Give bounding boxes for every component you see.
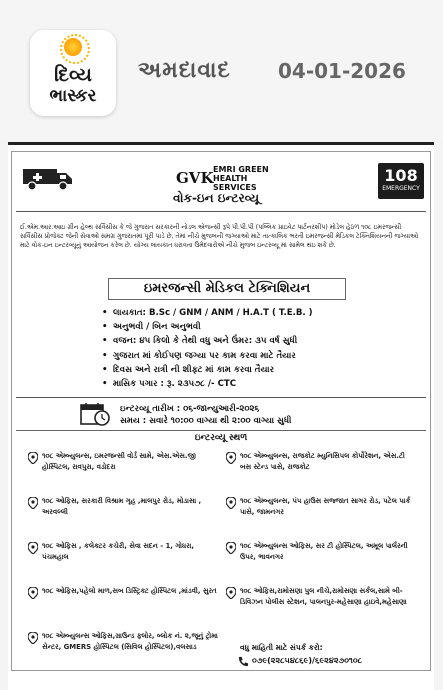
location-text: ૧૦૮ એમ્બ્યુલન્સ, પંપ હાઉસ સજ્જાત સાગર રોડ, પટેલ પાર્ક પાસે, જામનગર xyxy=(240,497,411,516)
badge-label: EMERGENCY xyxy=(382,185,420,192)
location-item xyxy=(28,541,218,562)
location-text: ૧૦૮ એમ્બ્યુલન્સ, રાજકોટ મ્યુનિસિપલ કોર્પોરેશન, એસ.ટી બસ સ્ટેન્ડ પાસે, રાજકોટ xyxy=(240,452,405,471)
contact-heading: વધુ માહિતી માટે સંપર્ક કરો: xyxy=(240,643,323,652)
ambulance-icon xyxy=(22,165,74,191)
location-text: ૧૦૮ એમ્બ્યુલન્સ, ઇમરજન્સી વોર્ડ સામે, એસ.એસ.જી હોસ્પિટલ, રાવપુરા, વડોદરા xyxy=(42,452,196,471)
badge-108 xyxy=(378,163,424,199)
divider xyxy=(16,211,426,212)
location-item xyxy=(28,451,218,472)
location-pin-icon xyxy=(226,587,236,599)
requirement-item: • ગુજરાત માં કોઈપણ જગ્યા પર કામ કરવા માટે તૈયાર xyxy=(102,349,313,363)
location-text: ૧૦૮ ઓફિસ, સરકારી વિશ્રામ ગૃહ ,માલપુર રોડ, મોડાસા , અરવલ્લી xyxy=(42,497,202,516)
location-pin-icon xyxy=(28,497,38,509)
location-item xyxy=(226,541,416,562)
city-name: અમદાવાદ xyxy=(138,58,231,83)
location-pin-icon xyxy=(226,542,236,554)
location-text: ૧૦૮ એમ્બ્યુલન્સ ઓફિસ, સર ટી હોસ્પિટલ, અમૂલ પાર્લરની ઉપર, ભાવનગર xyxy=(240,542,408,561)
divider xyxy=(16,397,426,398)
location-text: ૧૦૮ ઓફિસ,રામોસણા પુલ નીચે,રામોસણા સર્કલ,સામે બી-ડિવિઝન પોલીસ સ્ટેશન, પાલનપુર-મહેસાણા હાઇવે,મહેસાણા xyxy=(240,587,407,606)
edition-date: 04-01-2026 xyxy=(278,59,406,83)
location-pin-icon xyxy=(28,632,38,644)
location-item xyxy=(226,496,416,517)
emri-logo: EMRI GREEN HEALTH SERVICES xyxy=(213,165,269,192)
location-text: ૧૦૮ ઓફિસ,પહેલો માળ,સબ ડિસ્ટ્રિક્ટ હોસ્પિટલ ,માંડવી, સુરત xyxy=(42,587,217,595)
location-text: ૧૦૮ એમ્બ્યુલન્સ ઓફિસ,ગ્રાઉન્ડ ફ્લોર, બ્લોક નં. ૨,જૂનું ટ્રોમા સેન્ટર, GMERS હોસ્પિટલ (સિવિલ હોસ્પિટલ),વલસાડ xyxy=(42,632,218,651)
interview-time: સમય : સવારે ૧૦:૦૦ વાગ્યા થી ૨:૦૦ વાગ્યા સુધી xyxy=(120,416,292,426)
job-title: ઇમરજન્સી મેડિકલ ટેક્નિશિયન xyxy=(108,278,346,300)
location-item xyxy=(28,631,228,652)
location-pin-icon xyxy=(28,452,38,464)
logo-line-1: દિવ્ય xyxy=(54,64,92,86)
location-text: ૧૦૮ ઓફિસ , કલેક્ટર કચેરી, સેવા સદન - 1, ગોધરા, પંચમહાલ xyxy=(42,542,195,561)
requirement-item: • વજન: ૪૫ કિલો કે તેથી વધુ અને ઉંમર: ૩૫ વર્ષ સુધી xyxy=(102,334,313,348)
logo-line-2: ભાસ્કર xyxy=(49,86,97,106)
location-item xyxy=(28,586,218,597)
calendar-clock-icon xyxy=(80,402,110,426)
location-item xyxy=(28,496,218,517)
interview-schedule xyxy=(120,403,291,427)
requirements-list xyxy=(102,306,313,391)
location-pin-icon xyxy=(226,497,236,509)
sun-icon xyxy=(64,38,82,56)
requirement-item: • દિવસ અને રાત્રી ની શીફ્ટ માં કામ કરવા તૈયાર xyxy=(102,363,313,377)
app-header xyxy=(0,0,443,140)
phone-icon xyxy=(238,656,249,667)
gvk-logo: GVK xyxy=(176,169,214,187)
badge-number: 108 xyxy=(384,166,418,185)
requirement-item: • માસિક પગાર : રૂ. ૨૩૫૭૮ /- CTC xyxy=(102,377,313,391)
contact-number: ૦૭૯(૨૨૮૫૪૮૬૯)/૬૯૨૪૨૭૦૧૦૮ xyxy=(252,656,363,665)
location-pin-icon xyxy=(28,542,38,554)
requirement-item: • લાયકાત: B.Sc / GNM / ANM / H.A.T ( T.E.B. ) xyxy=(102,306,313,320)
venue-heading: ઇન્ટરવ્યૂ સ્થળ xyxy=(16,430,426,444)
requirement-item: • અનુભવી / બિન અનુભવી xyxy=(102,320,313,334)
location-pin-icon xyxy=(226,452,236,464)
walk-in-heading: વોક-ઇન ઇન્ટરવ્યૂ xyxy=(173,191,260,205)
intro-paragraph: ઈ.એમ.આર.આઇ ગ્રીન હેલ્થ સર્વિસીસ કે જે ગુજરાત સરકારની નોડલ એજન્સી રૂપે પી.પી.પી (પબ્લિક પ્રાઇવેટ પાર્ટનરશીપ) મોડેલ હેઠળ ૧૦૮ ઇમરજન્સી સર્વિસીસ પ્રોજેક્ટ જેની સેવાઓ સમગ્ર ગુજરાતમાં પૂરી પાડે છે, તેમાં નીચે મુજબની જગ્યાઓ માટે તાત્કાલિક ભરતી ઇમરજન્સી મેડિકલ ટેક્નિશિયનની જગ્યાઓ માટે વોક-ઇન ઇન્ટરવ્યૂનું આયોજન કરેલ છે. યોગ્ય લાયકાત ધરાવતા ઉમેદવારોએ નીચે મુજબ ઇન્ટરવ્યૂ માં સામેલ થઇ શકે છે. xyxy=(20,224,419,249)
divya-bhaskar-logo[interactable] xyxy=(30,30,116,116)
interview-date: ઇન્ટરવ્યૂ તારીખ : ૦૬-જાન્યુઆરી-૨૦૨૬ xyxy=(120,404,260,414)
newspaper-advertisement xyxy=(8,142,434,690)
location-item xyxy=(226,586,416,607)
location-pin-icon xyxy=(28,587,38,599)
location-item xyxy=(226,451,416,472)
